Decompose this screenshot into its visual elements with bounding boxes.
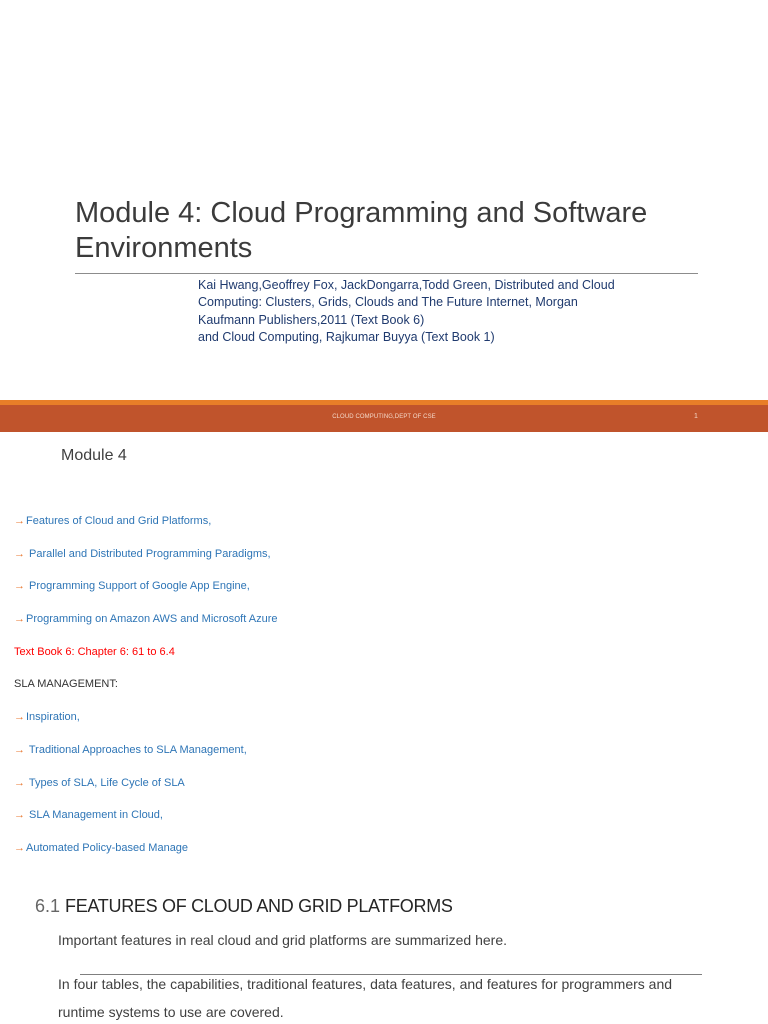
footer-text: CLOUD COMPUTING,DEPT OF CSE xyxy=(332,414,436,420)
paragraph-summary: Important features in real cloud and grid platforms are summarized here. xyxy=(58,932,507,948)
topic-item xyxy=(14,840,514,873)
author-line: Kaufmann Publishers,2011 (Text Book 6) xyxy=(198,312,425,327)
author-line: Kai Hwang,Geoffrey Fox, JackDongarra,Todd Green, Distributed and Cloud xyxy=(198,278,615,292)
topic-item xyxy=(14,742,514,775)
topic-text: SLA MANAGEMENT: xyxy=(14,678,118,691)
topic-text: Parallel and Distributed Programming Paradigms, xyxy=(26,547,271,560)
topic-text: Types of SLA, Life Cycle of SLA xyxy=(26,776,185,789)
topic-text: Inspiration, xyxy=(26,711,80,724)
topic-item xyxy=(14,775,514,808)
title-slide xyxy=(0,0,768,402)
topic-text: Features of Cloud and Grid Platforms, xyxy=(26,515,212,527)
author-line: Computing: Clusters, Grids, Clouds and The Future Internet, Morgan xyxy=(198,295,578,310)
section-heading xyxy=(35,894,453,918)
arrow-icon: → xyxy=(14,743,25,756)
module-heading: Module 4 xyxy=(61,447,127,464)
arrow-icon: → xyxy=(14,613,25,626)
author-line: and Cloud Computing, Rajkumar Buyya (Text Book 1) xyxy=(198,329,495,344)
arrow-icon: → xyxy=(14,547,25,560)
topic-item xyxy=(14,578,514,611)
page-number: 1 xyxy=(694,413,698,420)
topic-text: Programming Support of Google App Engine, xyxy=(26,580,250,593)
slide-title: Module 4: Cloud Programming and Software Environments xyxy=(75,197,648,264)
topic-text: Programming on Amazon AWS and Microsoft Azure xyxy=(26,613,278,626)
paragraph-tables: In four tables, the capabilities, traditional features, data features, and features for programmers and runtime systems to use are covered. xyxy=(58,976,673,1020)
topic-text: SLA Management in Cloud, xyxy=(26,809,163,822)
topic-text: Text Book 6: Chapter 6: 61 to 6.4 xyxy=(14,645,175,658)
sla-subheading xyxy=(14,676,514,709)
arrow-icon: → xyxy=(14,515,25,527)
arrow-icon: → xyxy=(14,711,25,724)
arrow-icon: → xyxy=(14,776,25,789)
textbook-reference xyxy=(14,644,514,677)
author-citation xyxy=(198,277,632,346)
topic-item xyxy=(14,546,514,579)
topic-item xyxy=(14,513,514,546)
topic-list xyxy=(14,513,514,873)
topic-item xyxy=(14,709,514,742)
topic-text: Traditional Approaches to SLA Management, xyxy=(26,743,247,756)
topic-item xyxy=(14,611,514,644)
section-number: 6.1 xyxy=(35,896,66,916)
title-divider xyxy=(75,273,698,274)
arrow-icon: → xyxy=(14,809,25,822)
topic-item xyxy=(14,807,514,840)
arrow-icon: → xyxy=(14,580,25,593)
arrow-icon: → xyxy=(14,841,25,854)
section-title: FEATURES OF CLOUD AND GRID PLATFORMS xyxy=(65,896,453,916)
topic-text: Automated Policy-based Manage xyxy=(26,841,189,854)
